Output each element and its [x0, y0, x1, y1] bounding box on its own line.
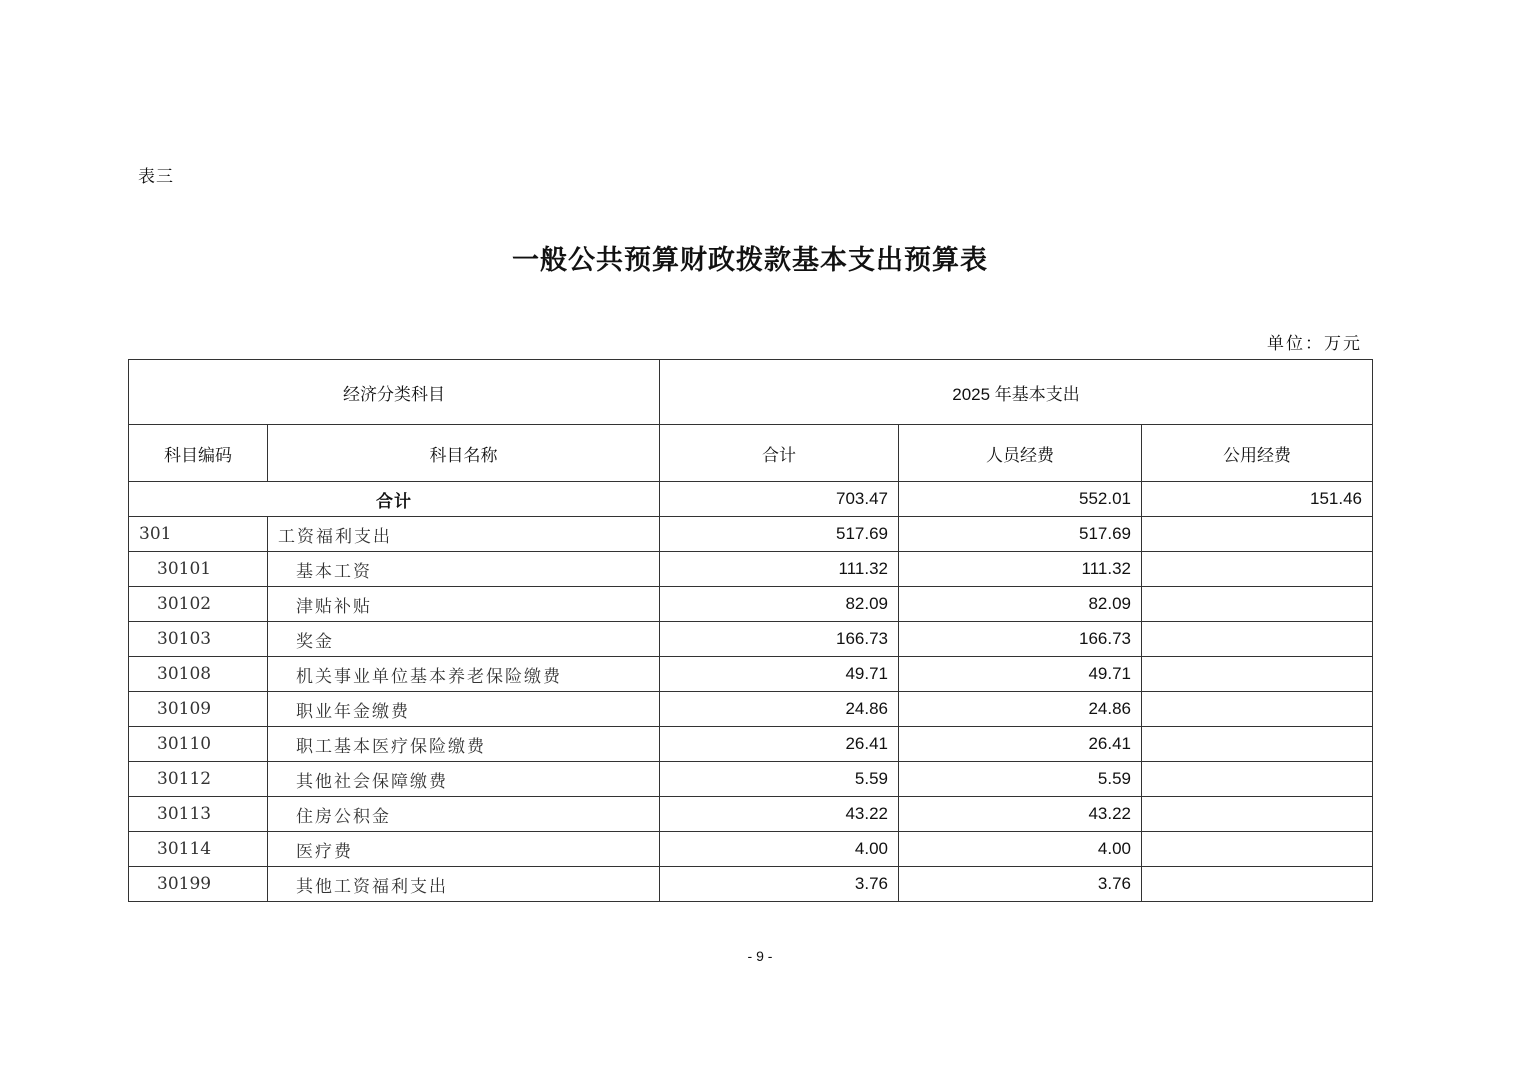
row-code: 30112: [129, 762, 268, 797]
header-name: 科目名称: [268, 425, 660, 482]
row-personnel: 49.71: [899, 657, 1142, 692]
total-personnel: 552.01: [899, 482, 1142, 517]
table-row: [129, 517, 1373, 552]
row-code: 30108: [129, 657, 268, 692]
row-name: 工资福利支出: [268, 517, 660, 552]
total-amount: 703.47: [660, 482, 899, 517]
row-public: [1142, 587, 1373, 622]
header-code: 科目编码: [129, 425, 268, 482]
row-total: 3.76: [660, 867, 899, 902]
row-code: 30102: [129, 587, 268, 622]
row-name: 机关事业单位基本养老保险缴费: [268, 657, 660, 692]
row-personnel: 82.09: [899, 587, 1142, 622]
row-personnel: 3.76: [899, 867, 1142, 902]
table-row: [129, 657, 1373, 692]
total-public: 151.46: [1142, 482, 1373, 517]
row-total: 82.09: [660, 587, 899, 622]
row-total: 4.00: [660, 832, 899, 867]
row-personnel: 111.32: [899, 552, 1142, 587]
row-public: [1142, 832, 1373, 867]
row-code: 30109: [129, 692, 268, 727]
row-total: 166.73: [660, 622, 899, 657]
row-personnel: 24.86: [899, 692, 1142, 727]
budget-table: [128, 359, 1373, 902]
header-personnel: 人员经费: [899, 425, 1142, 482]
row-public: [1142, 622, 1373, 657]
row-total: 24.86: [660, 692, 899, 727]
row-total: 5.59: [660, 762, 899, 797]
row-code: 30199: [129, 867, 268, 902]
table-row: [129, 587, 1373, 622]
table-row: [129, 727, 1373, 762]
row-name: 奖金: [268, 622, 660, 657]
row-personnel: 5.59: [899, 762, 1142, 797]
row-code: 301: [129, 517, 268, 552]
table-row: [129, 692, 1373, 727]
row-name: 住房公积金: [268, 797, 660, 832]
row-name: 津贴补贴: [268, 587, 660, 622]
row-public: [1142, 797, 1373, 832]
header-total: 合计: [660, 425, 899, 482]
row-total: 43.22: [660, 797, 899, 832]
group-header-row: [129, 360, 1373, 425]
header-classification: 经济分类科目: [129, 360, 660, 425]
row-public: [1142, 657, 1373, 692]
row-total: 111.32: [660, 552, 899, 587]
document-title: 一般公共预算财政拨款基本支出预算表: [512, 245, 988, 276]
row-code: 30114: [129, 832, 268, 867]
table-label: 表三: [138, 167, 174, 187]
row-name: 基本工资: [268, 552, 660, 587]
row-personnel: 26.41: [899, 727, 1142, 762]
unit-label: 单位：万元: [1267, 334, 1362, 354]
row-public: [1142, 517, 1373, 552]
row-name: 其他工资福利支出: [268, 867, 660, 902]
table-row: [129, 552, 1373, 587]
row-code: 30101: [129, 552, 268, 587]
header-public: 公用经费: [1142, 425, 1373, 482]
table-row: [129, 797, 1373, 832]
row-public: [1142, 692, 1373, 727]
row-public: [1142, 727, 1373, 762]
total-label: 合计: [129, 482, 660, 517]
row-name: 其他社会保障缴费: [268, 762, 660, 797]
row-personnel: 4.00: [899, 832, 1142, 867]
page-number: - 9 -: [747, 948, 773, 964]
table-row: [129, 622, 1373, 657]
row-personnel: 43.22: [899, 797, 1142, 832]
row-total: 49.71: [660, 657, 899, 692]
row-total: 26.41: [660, 727, 899, 762]
table-row: [129, 867, 1373, 902]
row-personnel: 166.73: [899, 622, 1142, 657]
row-public: [1142, 552, 1373, 587]
row-name: 职工基本医疗保险缴费: [268, 727, 660, 762]
row-public: [1142, 762, 1373, 797]
row-name: 职业年金缴费: [268, 692, 660, 727]
table-row: [129, 762, 1373, 797]
column-header-row: [129, 425, 1373, 482]
row-public: [1142, 867, 1373, 902]
row-name: 医疗费: [268, 832, 660, 867]
row-code: 30103: [129, 622, 268, 657]
row-code: 30110: [129, 727, 268, 762]
row-total: 517.69: [660, 517, 899, 552]
row-personnel: 517.69: [899, 517, 1142, 552]
header-expenditure: 2025 年基本支出: [660, 360, 1373, 425]
row-code: 30113: [129, 797, 268, 832]
total-row: [129, 482, 1373, 517]
table-row: [129, 832, 1373, 867]
